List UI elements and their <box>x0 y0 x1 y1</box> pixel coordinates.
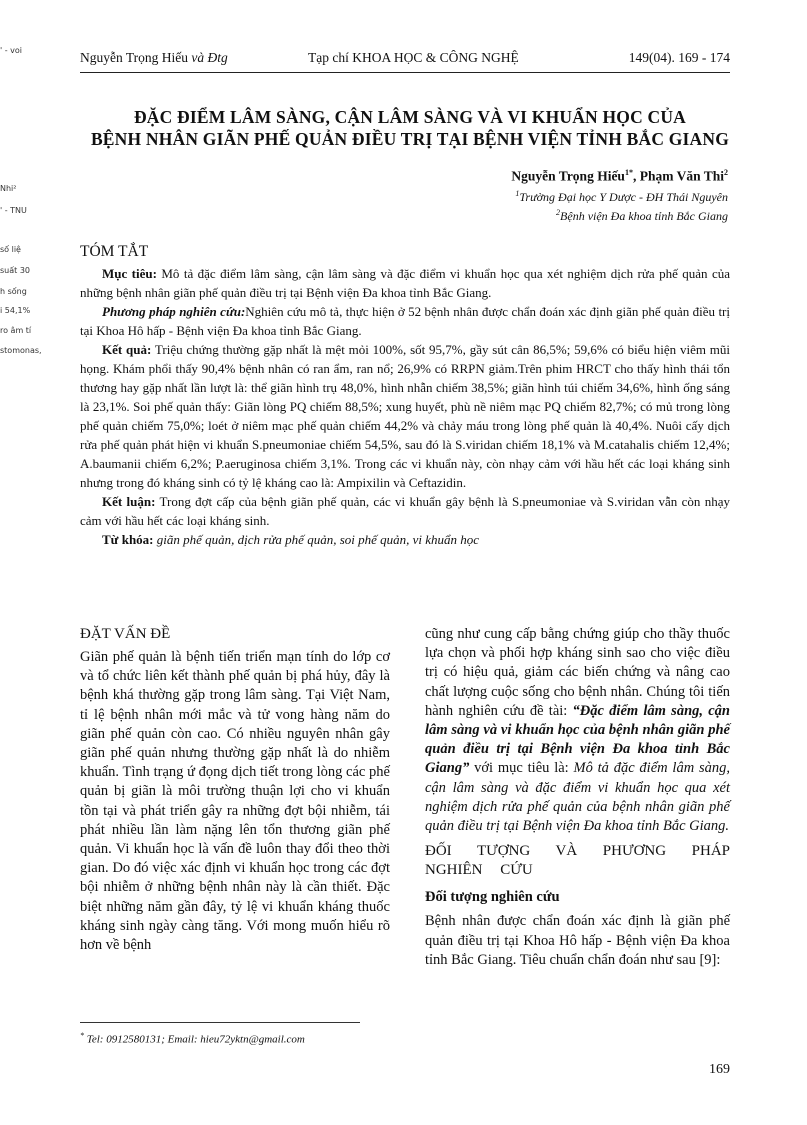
footnote-text: Tel: 0912580131; Email: hieu72yktn@gmail.com <box>84 1033 305 1046</box>
title-line-2: BỆNH NHÂN GIÃN PHẾ QUẢN ĐIỀU TRỊ TẠI BỆNH VIỆN TỈNH BẮC GIANG <box>90 129 730 149</box>
author-1-sup: 1* <box>624 168 633 177</box>
conclusion-label: Kết luận: <box>102 494 156 509</box>
header-rule <box>80 72 730 73</box>
author-2-sup: 2 <box>724 168 728 177</box>
aff-1-sup: 1 <box>515 189 520 198</box>
margin-mark: Nhi² <box>0 184 17 193</box>
intro-cont-text: cũng như cung cấp bằng chứng giúp cho thầy thuốc lựa chọn và phối hợp kháng sinh sao cho việc điều trị có hiệu quả, giảm các biến chứng và nâng cao chất lượng cuộc sống cho bệnh nhân. Chúng tôi tiến hành nghiên cứu đề tài: <box>425 626 730 719</box>
introduction-paragraph: Giãn phế quản là bệnh tiến triển mạn tính do lớp cơ và tổ chức liên kết thành phế quản bị phá hủy, đây là bệnh khá thường gặp trong lâm sàng. Tại Việt Nam, tỉ lệ bệnh nhân mới mắc và tử vong hàng năm do giãn phế quản còn cao. Có nhiều nguyên nhân gây giãn phế quản nhưng thường gặp nhất là do nhiễm khuẩn. Tình trạng ứ đọng dịch tiết trong lòng các phế quản bị giãn là môi trường thuận lợi cho vi khuẩn tồn tại và phát triển gây ra những đợt bội nhiễm, tái phát nhiều lần làm nặng lên tổn thương giãn phế quản. Vi khuẩn học là vấn đề luôn thay đổi theo thời gian. Do đó việc xác định vi khuẩn học trong các đợt bội nhiễm ở những bệnh nhân này là cần thiết. Đặc biệt những năm gần đây, tỷ lệ vi khuẩn kháng thuốc kháng sinh ngày càng tăng. Với mong muốn hiểu rõ hơn về bệnh <box>80 649 390 954</box>
subheading-subjects: Đối tượng nghiên cứu <box>425 889 560 906</box>
header-author-suffix: và Đtg <box>191 50 228 65</box>
abstract <box>80 264 730 549</box>
aff-2-text: Bệnh viện Đa khoa tỉnh Bắc Giang <box>560 209 728 223</box>
right-column <box>425 625 730 970</box>
left-column <box>80 625 390 955</box>
author-1: Nguyễn Trọng Hiếu <box>511 168 625 184</box>
author-2: Phạm Văn Thi <box>639 168 724 184</box>
header-journal: Tạp chí KHOA HỌC & CÔNG NGHỆ <box>308 50 519 65</box>
objective-text: Mô tả đặc điểm lâm sàng, cận lâm sàng và đặc điểm vi khuẩn học qua xét nghiệm dịch rửa phế quản của những bệnh nhân giãn phế quản điều trị tại Bệnh viện Đa khoa tỉnh Bắc Giang. <box>80 266 730 300</box>
abstract-conclusion <box>80 492 730 530</box>
with-objective-text: với mục tiêu là: <box>469 760 574 777</box>
running-header <box>80 50 730 70</box>
paper-title <box>60 106 760 150</box>
aff-2-sup: 2 <box>556 208 561 217</box>
margin-mark: số liệ <box>0 245 21 254</box>
margin-mark: h sống <box>0 287 27 296</box>
conclusion-text: Trong đợt cấp của bệnh giãn phế quản, các vi khuẩn gây bệnh là S.pneumoniae và S.viridan vẫn còn nhạy cảm với hầu hết các loại kháng sinh. <box>80 494 730 528</box>
section-heading-methods: ĐỐI TƯỢNG VÀ PHƯƠNG PHÁP NGHIÊN CỨU <box>425 843 730 879</box>
header-author <box>80 50 228 66</box>
objective-label: Mục tiêu: <box>102 266 157 281</box>
aff-1-text: Trường Đại học Y Dược - ĐH Thái Nguyên <box>519 190 728 204</box>
section-heading-introduction: ĐẶT VẤN ĐỀ <box>80 626 171 642</box>
footnote <box>80 1031 410 1046</box>
header-author-name: Nguyễn Trọng Hiếu <box>80 50 189 65</box>
keywords-label: Từ khóa: <box>102 532 154 547</box>
abstract-heading: TÓM TẮT <box>80 243 149 260</box>
margin-mark: ' - TNU <box>0 206 27 215</box>
header-issue: 149(04). 169 - 174 <box>628 50 730 65</box>
author-separator: , <box>632 168 640 184</box>
margin-mark: ro âm tí <box>0 326 32 335</box>
method-text: Nghiên cứu mô tả, thực hiện ở 52 bệnh nhân được chẩn đoán xác định giãn phế quản điều trị tại Khoa Hô hấp - Bệnh viện Đa khoa tỉnh Bắc Giang. <box>80 304 730 338</box>
topic-title: “Đặc điểm lâm sàng, cận lâm sàng và vi khuẩn học của bệnh nhân giãn phế quản điều trị tại Bệnh viện Đa khoa tỉnh Bắc Giang” <box>425 702 730 777</box>
abstract-method <box>80 302 730 340</box>
affiliation-1 <box>380 189 728 205</box>
footnote-rule <box>80 1022 360 1023</box>
keywords-text: giãn phế quản, dịch rửa phế quản, soi phế quản, vi khuẩn học <box>153 532 480 547</box>
footnote-marker: * <box>80 1031 84 1040</box>
title-line-1: ĐẶC ĐIỂM LÂM SÀNG, CẬN LÂM SÀNG VÀ VI KHUẨN HỌC CỦA <box>133 107 687 127</box>
affiliation-2 <box>380 208 728 224</box>
introduction-continued <box>425 625 730 836</box>
objective-italic: Mô tả đặc điểm lâm sàng, cận lâm sàng và đặc điểm vi khuẩn học qua xét nghiệm dịch rửa phế quản của bệnh nhân giãn phế quản điều trị tại Bệnh viện Đa khoa tỉnh Bắc Giang. <box>425 760 730 835</box>
method-label: Phương pháp nghiên cứu: <box>102 304 246 319</box>
page-number: 169 <box>709 1062 730 1077</box>
margin-mark: i 54,1% <box>0 306 31 315</box>
subjects-paragraph: Bệnh nhân được chẩn đoán xác định là giãn phế quản điều trị tại Khoa Hô hấp - Bệnh viện Đa khoa tỉnh Bắc Giang. Tiêu chuẩn chẩn đoán như sau [9]: <box>425 913 730 968</box>
margin-mark: suất 30 <box>0 266 30 275</box>
margin-mark: stomonas, <box>0 346 42 355</box>
abstract-results <box>80 340 730 492</box>
results-text: Triệu chứng thường gặp nhất là mệt mỏi 100%, sốt 95,7%, gầy sút cân 86,5%; 59,6% có biểu hiện viêm mũi họng. Khám phổi thấy 90,4% bệnh nhân có ran ẩm, ran nổ; 26,9% có RRPN giảm.Trên phim HRCT cho thấy hình thái tổn thương hay gặp nhất lần lượt là: thể giãn hình trụ 48,0%, hình nhẫn chiếm 38,5%; giãn hình túi chiếm 34,6%, hình ống sáng là 23,1%. Soi phế quản thấy: Giãn lòng PQ chiếm 88,5%; xung huyết, phù nề niêm mạc PQ chiếm 82,7%; có mủ trong lòng phế quản chiếm 75,0%; loét ở niêm mạc phế quản chiếm 44,2% và chảy máu trong lòng phế quản là 40,4%. Nuôi cấy dịch rửa phế quản phát hiện vi khuẩn S.pneumoniae chiếm 54,5%, sau đó là S.viridan chiếm 18,1% và M.catahalis chiếm 12,4%; A.baumanii chiếm 6,2%; P.aeruginosa chiếm 3,1%. Trong các vi khuẩn này, còn nhạy cảm với hầu hết các loại kháng sinh nhưng trong đó kháng sinh có tỷ lệ kháng cao là: Ampixilin và Ceftazidin. <box>80 342 731 490</box>
abstract-keywords <box>80 530 730 549</box>
results-label: Kết quả: <box>102 342 152 357</box>
author-list <box>380 168 728 185</box>
margin-mark: ' - voi <box>0 46 23 55</box>
abstract-objective <box>80 264 730 302</box>
